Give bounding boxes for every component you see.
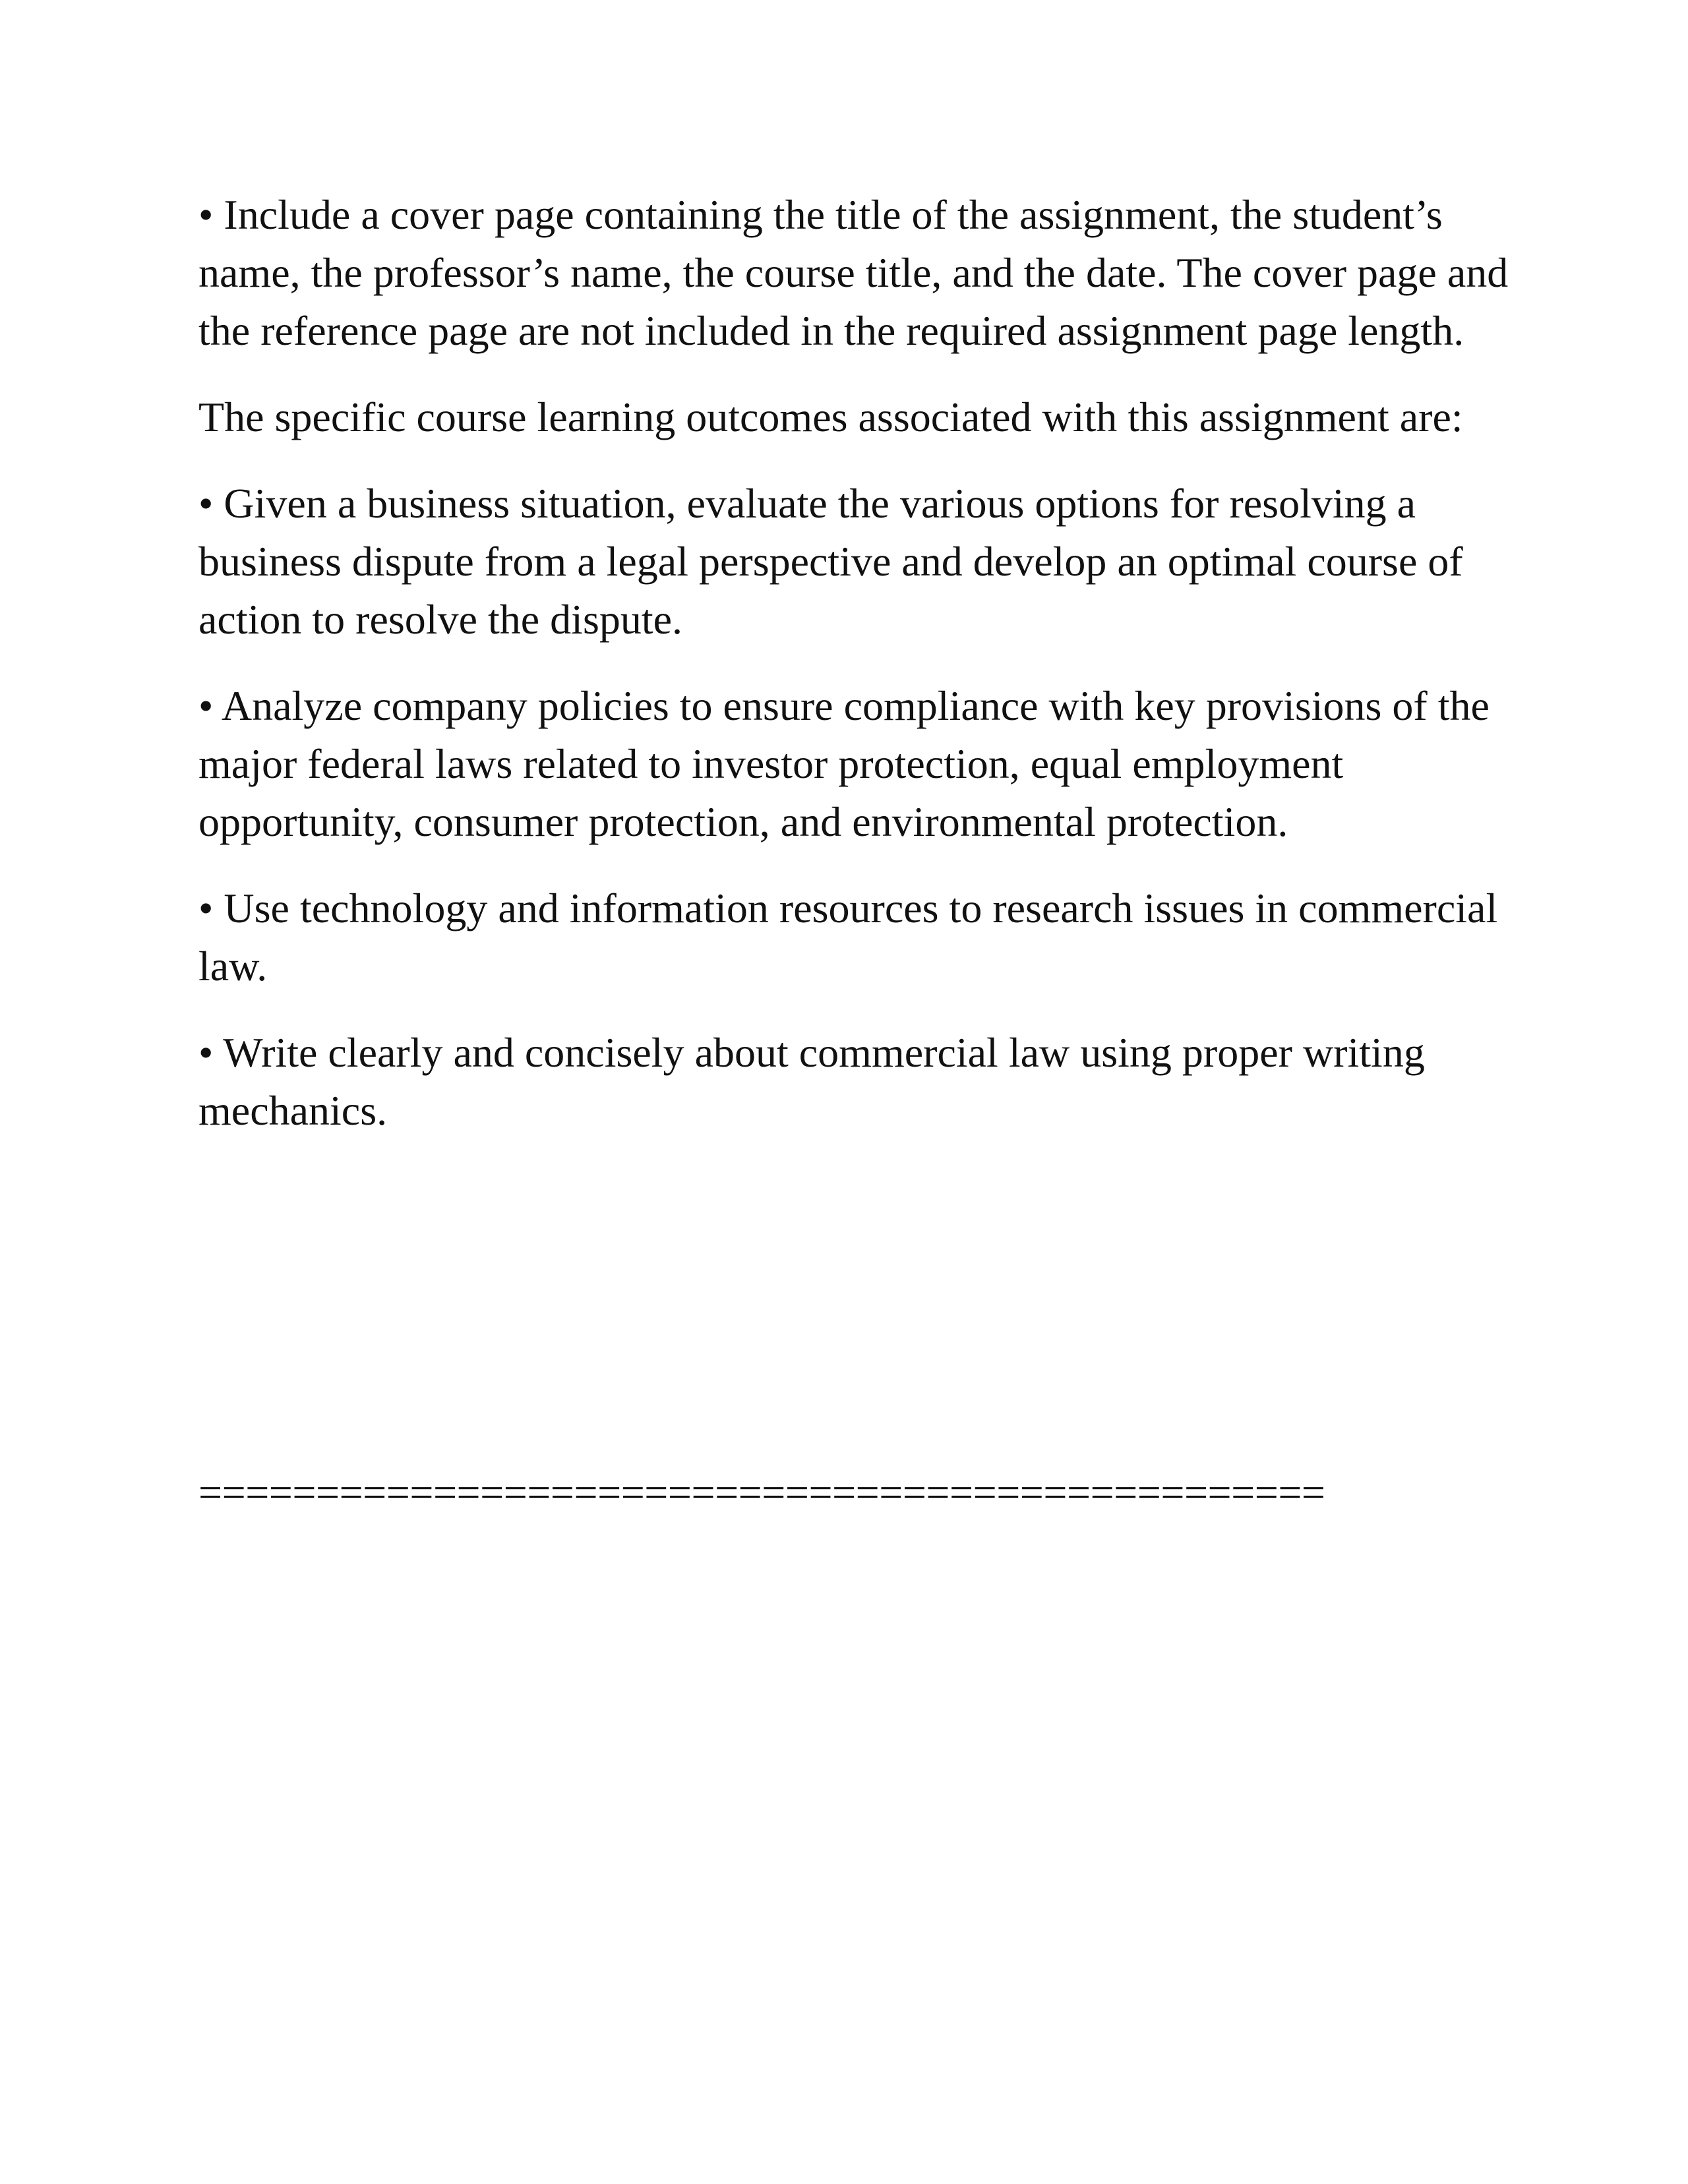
paragraph-outcome-technology: • Use technology and information resources to research issues in commercial law. (198, 885, 1498, 989)
paragraph-outcome-business-dispute: • Given a business situation, evaluate the various options for resolving a business dispute from a legal perspective and develop an optimal course of action to resolve the dispute. (198, 480, 1463, 643)
paragraph-outcome-writing: • Write clearly and concisely about commercial law using proper writing mechanics. (198, 1029, 1425, 1134)
paragraph-outcome-company-policies: • Analyze company policies to ensure compliance with key provisions of the major federal laws related to investor protection, equal employment opportunity, consumer protection, and environmental protection. (198, 682, 1490, 845)
paragraph-outcomes-intro: The specific course learning outcomes associated with this assignment are: (198, 394, 1463, 440)
separator-line: ================================================ (198, 1469, 1325, 1516)
paragraph-cover-page: • Include a cover page containing the title of the assignment, the student’s name, the professor’s name, the course title, and the date. The cover page and the reference page are not included in the required assignment page length. (198, 191, 1509, 354)
document-body (198, 186, 1511, 1168)
